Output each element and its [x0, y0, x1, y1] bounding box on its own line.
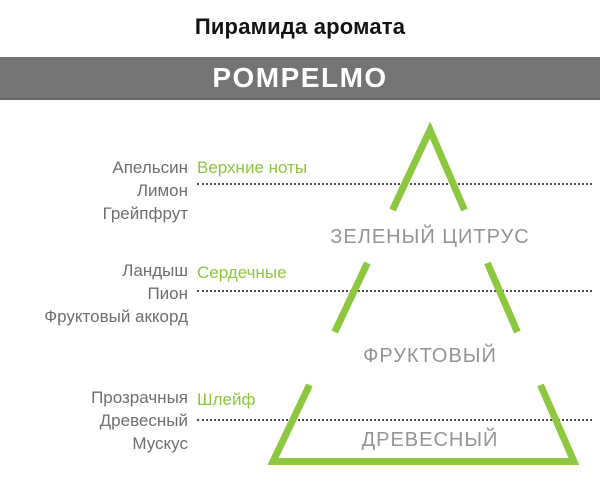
top-notes-list: [0, 156, 188, 225]
level-name-base: ДРЕВЕСНЫЙ: [361, 429, 499, 451]
level-name-heart: ФРУКТОВЫЙ: [363, 345, 497, 367]
note-item: Фруктовый аккорд: [44, 307, 188, 326]
note-item: Древесный: [99, 411, 188, 430]
pyramid-middle-right-segment: [487, 263, 517, 332]
product-banner: [0, 57, 600, 100]
pyramid-middle-left-segment: [335, 263, 368, 332]
note-item: Апельсин: [112, 158, 188, 177]
top-notes-label: Верхние ноты: [197, 158, 308, 177]
base-notes-list: [0, 386, 188, 455]
dotted-separator-heart: [197, 290, 592, 292]
note-item: Грейпфрут: [102, 204, 188, 223]
pyramid-apex-segment: [393, 130, 465, 210]
note-item: Мускус: [132, 434, 188, 453]
dotted-separator-base: [197, 419, 592, 421]
product-name: POMPELMO: [212, 62, 388, 93]
page-title: Пирамида аромата: [194, 14, 406, 39]
heart-notes-label: Сердечные: [197, 263, 287, 282]
base-notes-label: Шлейф: [197, 390, 256, 409]
note-item: Ландыш: [122, 261, 188, 280]
heart-notes-list: [0, 259, 188, 328]
note-item: Лимон: [136, 181, 188, 200]
note-item: Пион: [147, 284, 188, 303]
level-name-top: ЗЕЛЕНЫЙ ЦИТРУС: [330, 226, 530, 248]
note-item: Прозрачныя: [91, 388, 188, 407]
dotted-separator-top: [197, 183, 592, 185]
